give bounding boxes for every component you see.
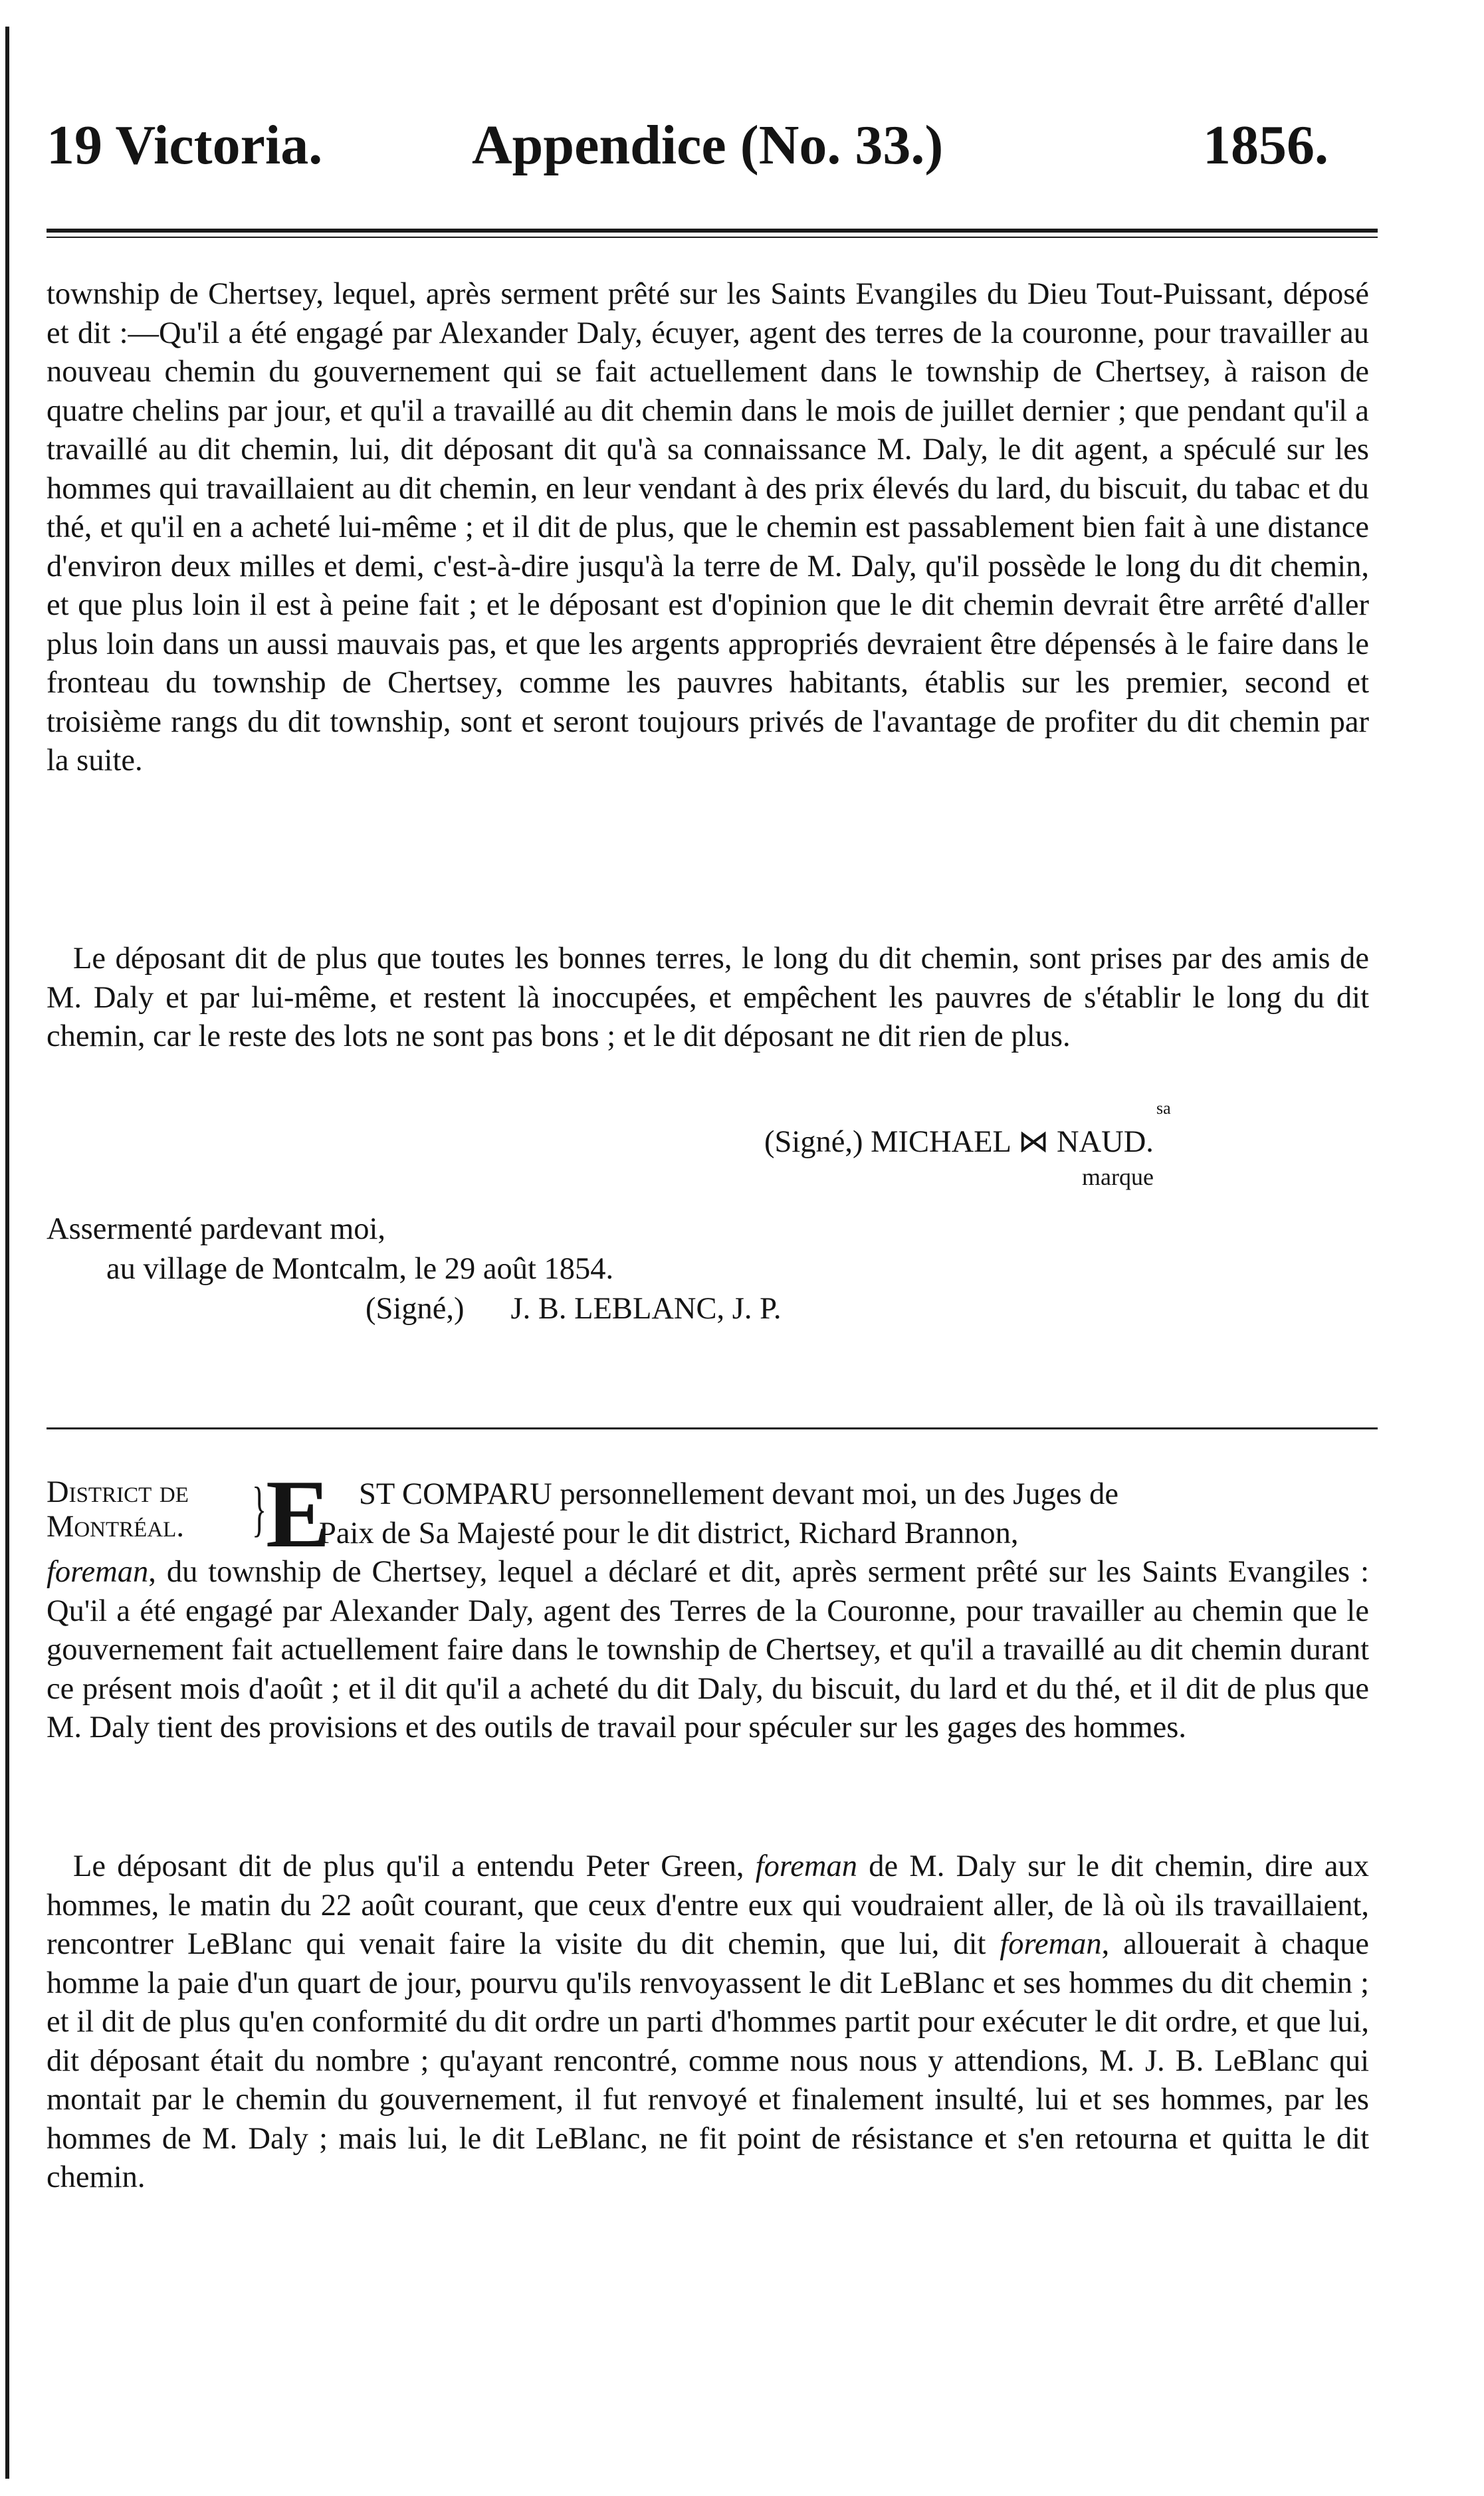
district-line-1: District de — [47, 1475, 189, 1509]
section-divider-rule — [47, 1427, 1378, 1429]
deposition-brannon-paragraph-2 — [47, 1847, 1369, 2198]
p2-foreman-2: foreman — [1000, 1927, 1102, 1961]
page-left-border — [5, 27, 9, 2479]
dep-line-1: ST COMPARU personnellement devant moi, un des Juges de — [359, 1477, 1119, 1511]
district-line-2: Montréal. — [47, 1510, 184, 1544]
sworn-signature — [47, 1289, 781, 1329]
page-header — [47, 100, 1376, 179]
header-session: 19 Victoria. — [47, 114, 323, 176]
conclusion-paragraph: Le déposant dit de plus que toutes les bonnes terres, le long du dit chemin, sont prises par des amis de M. Daly et par lui-même, et restent là inoccupées, et empêchent les pauvres de s'établir le long du dit chemin, car le reste des lots ne sont pas bons ; et le dit déposant ne dit rien de plus. — [47, 942, 1369, 1053]
dep-rest-1: , du township de Chertsey, lequel a déclaré et dit, après serment prêté sur les Saints Evangiles : Qu'il a été engagé par Alexander Daly, agent des Terres de la Couronne, pour travailler au chemin que le gouvernement fait actuellement faire dans le township de Chertsey, et qu'il a travaillé au dit chemin durant ce présent mois d'août ; et il dit qu'il a acheté du dit Daly, du biscuit, du lard et du thé, et il dit de plus que M. Daly tient des provisions et des outils de travail pour spéculer sur les gages des hommes. — [47, 1555, 1369, 1744]
header-rule-thin — [47, 237, 1378, 238]
justice-name: J. B. LEBLANC, J. P. — [510, 1292, 782, 1326]
signature-naud: (Signé,) MICHAEL ⋈ NAUD. — [764, 1125, 1154, 1159]
sworn-line-1: Assermenté pardevant moi, — [47, 1212, 386, 1246]
header-rule-thick — [47, 229, 1378, 233]
deposition-naud-conclusion — [47, 940, 1369, 1057]
sworn-line-2: au village de Montcalm, le 29 août 1854. — [106, 1252, 614, 1286]
foreman-italic: foreman — [47, 1555, 149, 1589]
sworn-statement — [47, 1209, 781, 1329]
p2-part-b: de M. Daly sur le dit chemin, dire aux hommes, le matin du 22 août courant, que ceux d'entre eux qui voudraient aller, de là où ils travaillaient, rencontrer LeBlanc qui venait faire la visite du dit chemin, que lui, dit — [47, 1849, 1370, 1961]
sworn-signe: (Signé,) — [366, 1292, 465, 1326]
header-appendix: Appendice (No. 33.) — [472, 114, 944, 176]
header-year: 1856. — [1203, 114, 1328, 176]
brace-icon: } — [252, 1475, 267, 1542]
signature-marque: marque — [1082, 1164, 1154, 1190]
dep-line-2: Paix de Sa Majesté pour le dit district, Richard Brannon, — [319, 1516, 1019, 1550]
p2-foreman: foreman — [755, 1849, 858, 1883]
deposition-naud-body: township de Chertsey, lequel, après serment prêté sur les Saints Evangiles du Dieu Tout-Puissant, déposé et dit :—Qu'il a été engagé par Alexander Daly, écuyer, agent des terres de la couronne, pour travailler au nouveau chemin du gouvernement qui se fait actuellement dans le township de Chertsey, à raison de quatre chelins par jour, et qu'il a travaillé au dit chemin dans le mois de juillet dernier ; que pendant qu'il a travaillé au dit chemin, lui, dit déposant dit qu'à sa connaissance M. Daly, le dit agent, a spéculé sur les hommes qui travaillaient au dit chemin, en leur vendant à des prix élevés du lard, du biscuit, du tabac et du thé, et qu'il en a acheté lui-même ; et il dit de plus, que le chemin est passablement bien fait à une distance d'environ deux milles et demi, c'est-à-dire jusqu'à la terre de M. Daly, qu'il possède le long du dit chemin, et que plus loin il est à peine fait ; et le déposant est d'opinion que le dit chemin devrait être arrêté d'aller plus loin dans un aussi mauvais pas, et que les argents appropriés devraient être dépensés à le faire dans le fronteau du township de Chertsey, comme les pauvres habitants, établis sur les premier, second et troisième rangs du dit township, sont et seront toujours privés de l'avantage de profiter du dit chemin par la suite. — [47, 277, 1369, 778]
signature-sa-mark: sa — [1156, 1098, 1171, 1118]
p2-part-c: , allouerait à chaque homme la paie d'un quart de jour, pourvu qu'ils renvoyassent le dit LeBlanc et ses hommes du dit chemin ; et il dit de plus qu'en conformité du dit ordre un parti d'hommes partit pour exécuter le dit ordre, et que lui, dit déposant était du nombre ; qu'ayant rencontré, comme nous nous y attendions, M. J. B. LeBlanc qui montait par le chemin du gouvernement, il fut renvoyé et finalement insulté, lui et ses hommes, par les hommes de M. Daly ; mais lui, le dit LeBlanc, ne fit point de résistance et s'en retourna et quitta le dit chemin. — [47, 1927, 1370, 2194]
deposition-brannon-paragraph-1 — [47, 1460, 1369, 1748]
drop-cap: E — [266, 1460, 331, 1568]
p2-part-a: Le déposant dit de plus qu'il a entendu Peter Green, — [73, 1849, 744, 1883]
